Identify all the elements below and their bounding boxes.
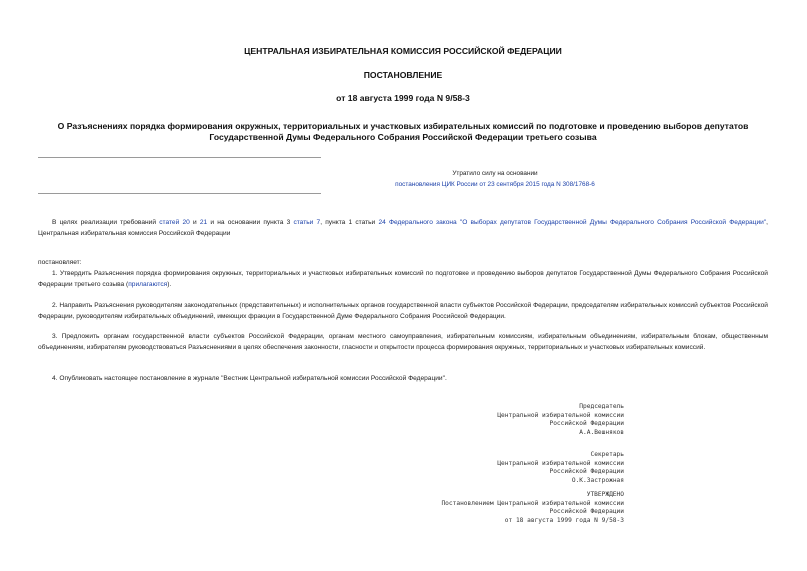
preamble-text-5: , Центральная избирательная комиссия Российской Федерации — [38, 219, 768, 237]
preamble-text-4: , пункта 1 статьи — [320, 219, 379, 226]
link-federal-law[interactable]: 24 Федерального закона "О выборах депутатов Государственной Думы Федерального Собрания Российской Федерации" — [378, 219, 767, 226]
approval-stamp — [441, 491, 624, 525]
preamble-text-3: и на основании пункта 3 — [207, 219, 294, 226]
item-3: 3. Предложить органам государственной власти субъектов Российской Федерации, органам местного самоуправления, избирательным комиссиям, избирательным объединениям, избирательным блокам, общественным объединениям, избирателям руководствоваться Разъяснениями в целях обеспечения законности, гласности и открытости процесса формирования окружных, территориальных и участковых избирательных комиссий. — [38, 333, 768, 351]
item-1-end: ). — [167, 281, 172, 288]
link-article-20[interactable]: статей 20 — [159, 219, 190, 226]
invalidated-text: Утратило силу на основании — [452, 170, 538, 177]
approved-label: УТВЕРЖДЕНО — [586, 491, 624, 498]
item-2: 2. Направить Разъяснения руководителям законодательных (представительных) и исполнительных органов государственной власти субъектов Российской Федерации, председателям избирательных комиссий субъектов Российской Федерации, руководителям избирательных объединений, имеющих фракции в Государственной Думе Федерального Собрания Российской Федерации. — [38, 302, 768, 320]
preamble-paragraph — [38, 217, 768, 239]
resolves-label: постановляет: — [38, 259, 82, 266]
chairman-org-2: Российской Федерации — [549, 420, 624, 428]
approved-line-2: Российской Федерации — [549, 508, 624, 516]
secretary-role: Секретарь — [590, 451, 624, 458]
link-article-7[interactable]: статьи 7 — [293, 219, 321, 226]
approved-line-1: Постановлением Центральной избирательной комиссии — [441, 499, 624, 507]
title-line-1: О Разъяснениях порядка формирования окружных, территориальных и участковых избирательных комиссий по подготовке и проведению выборов депутатов — [57, 121, 749, 131]
approved-line-3: от 18 августа 1999 года N 9/58-3 — [504, 516, 624, 524]
secretary-name: О.К.Застрожная — [571, 476, 624, 484]
preamble-text-1: В целях реализации требований — [52, 219, 160, 226]
link-article-21[interactable]: 21 — [199, 219, 208, 226]
title-line-2: Государственной Думы Федерального Собрания Российской Федерации третьего созыва — [209, 132, 597, 142]
chairman-role: Председатель — [579, 403, 624, 410]
chairman-name: А.А.Вешняков — [579, 428, 624, 436]
link-attached[interactable]: прилагаются — [128, 281, 168, 288]
chairman-org-1: Центральной избирательной комиссии — [497, 411, 624, 419]
document-title — [38, 121, 768, 143]
secretary-signature — [497, 451, 624, 485]
document-type: ПОСТАНОВЛЕНИЕ — [363, 70, 443, 80]
divider-top — [38, 157, 321, 158]
item-4: 4. Опубликовать настоящее постановление в журнале "Вестник Центральной избирательной комиссии Российской Федерации". — [52, 375, 447, 382]
secretary-org-1: Центральной избирательной комиссии — [497, 459, 624, 467]
invalidated-notice — [200, 168, 790, 190]
chairman-signature — [497, 403, 624, 437]
secretary-org-2: Российской Федерации — [549, 468, 624, 476]
item-1-text: 1. Утвердить Разъяснения порядка формирования окружных, территориальных и участковых избирательных комиссий по подготовке и проведению выборов депутатов Государственной Думы Федерального Собрания Российской Федерации третьего созыва ( — [38, 270, 768, 288]
commission-heading: ЦЕНТРАЛЬНАЯ ИЗБИРАТЕЛЬНАЯ КОМИССИЯ РОССИЙСКОЙ ФЕДЕРАЦИИ — [244, 46, 562, 56]
invalidated-link[interactable]: постановления ЦИК России от 23 сентября 2015 года N 308/1768-6 — [395, 181, 595, 188]
divider-bottom — [38, 193, 321, 194]
preamble-text-2: и — [189, 219, 200, 226]
document-date-number: от 18 августа 1999 года N 9/58-3 — [336, 93, 470, 103]
item-1 — [38, 268, 768, 290]
